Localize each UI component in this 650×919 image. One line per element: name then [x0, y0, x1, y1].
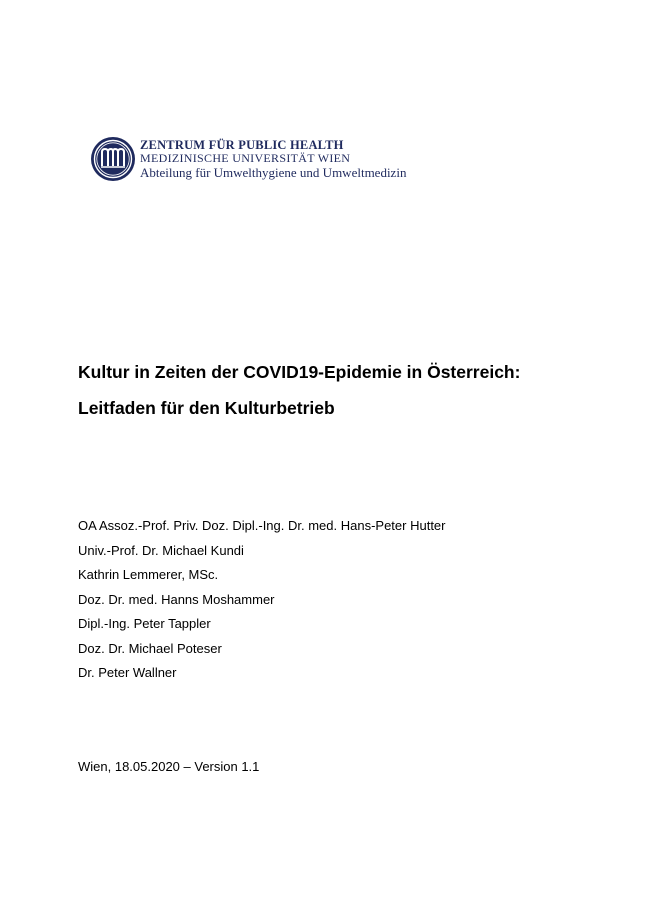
logo-line-university: MEDIZINISCHE UNIVERSITÄT WIEN — [140, 151, 351, 165]
logo-line-department: Abteilung für Umwelthygiene und Umweltmedizin — [140, 165, 407, 180]
university-seal-icon — [90, 136, 136, 182]
author-name: Univ.-Prof. Dr. Michael Kundi — [78, 542, 244, 558]
author-name: OA Assoz.-Prof. Priv. Doz. Dipl.-Ing. Dr. med. Hans-Peter Hutter — [78, 518, 446, 533]
author-name: Dr. Peter Wallner — [78, 665, 177, 680]
logo-line-center: ZENTRUM FÜR PUBLIC HEALTH — [140, 138, 344, 152]
author-name: Dipl.-Ing. Peter Tappler — [78, 616, 211, 631]
title-line-2: Leitfaden für den Kulturbetrieb — [78, 398, 335, 418]
author-list — [78, 514, 446, 686]
author-name: Doz. Dr. med. Hanns Moshammer — [78, 591, 275, 607]
logo-text — [140, 139, 406, 179]
document-title — [78, 354, 618, 426]
date-version-line: Wien, 18.05.2020 – Version 1.1 — [78, 759, 260, 774]
author-name: Doz. Dr. Michael Poteser — [78, 640, 222, 656]
author-name: Kathrin Lemmerer, MSc. — [78, 567, 219, 582]
institution-logo — [90, 136, 430, 188]
title-line-1: Kultur in Zeiten der COVID19-Epidemie in Österreich: — [78, 362, 521, 382]
